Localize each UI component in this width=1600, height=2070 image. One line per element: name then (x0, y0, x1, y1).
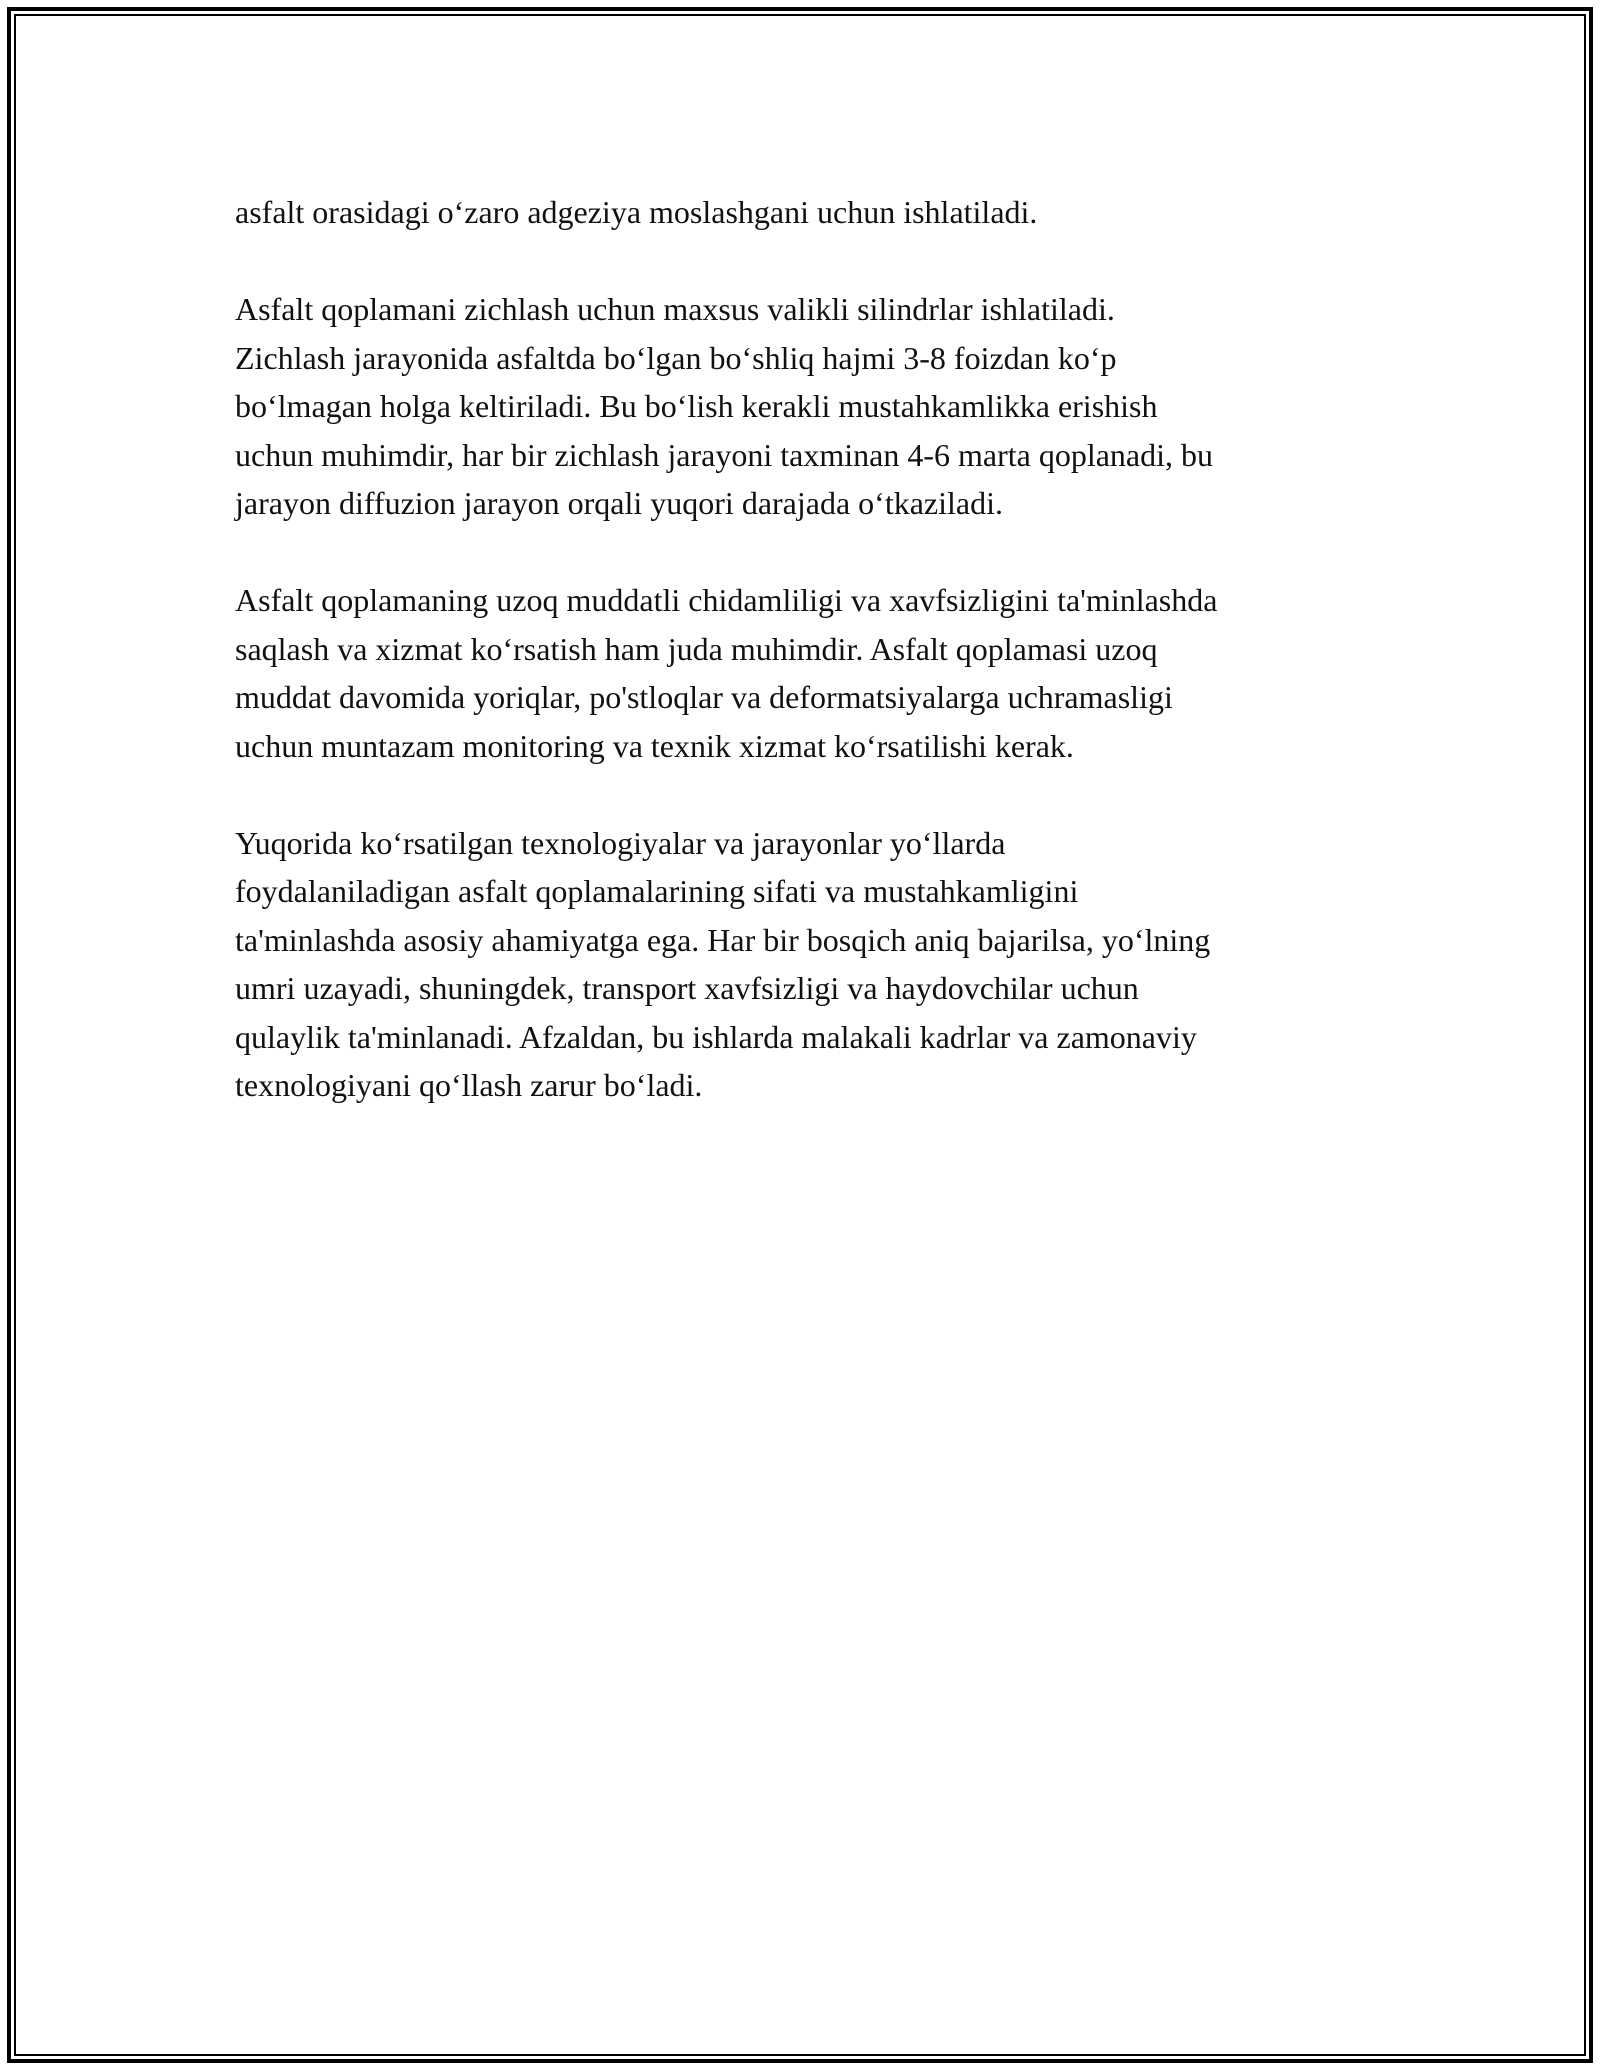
document-body (235, 188, 1385, 1158)
paragraph-compaction: Asfalt qoplamani zichlash uchun maxsus valikli silindrlar ishlatiladi. Zichlash jarayonida asfaltda bo‘lgan bo‘shliq hajmi 3-8 foizdan ko‘p bo‘lmagan holga keltiriladi. Bu bo‘lish kerakli mustahkamlikka erishish uchun muhimdir, har bir zichlash jarayoni taxminan 4-6 marta qoplanadi, bu jarayon diffuzion jarayon orqali yuqori darajada o‘tkaziladi. (235, 291, 1213, 521)
paragraph-conclusion: Yuqorida ko‘rsatilgan texnologiyalar va jarayonlar yo‘llarda foydalaniladigan asfalt qoplamalarining sifati va mustahkamligini ta'minlashda asosiy ahamiyatga ega. Har bir bosqich aniq bajarilsa, yo‘lning umri uzayadi, shuningdek, transport xavfsizligi va haydovchilar uchun qulaylik ta'minlanadi. Afzaldan, bu ishlarda malakali kadrlar va zamonaviy texnologiyani qo‘llash zarur bo‘ladi. (235, 824, 1211, 1103)
paragraph-adhesion: asfalt orasidagi o‘zaro adgeziya moslashgani uchun ishlatiladi. (235, 194, 1038, 230)
paragraph-maintenance: Asfalt qoplamaning uzoq muddatli chidamliligi va xavfsizligini ta'minlashda saqlash va xizmat ko‘rsatish ham juda muhimdir. Asfalt qoplamasi uzoq muddat davomida yoriqlar, po'stloqlar va deformatsiyalarga uchramasligi uchun muntazam monitoring va texnik xizmat ko‘rsatilishi kerak. (235, 582, 1218, 764)
